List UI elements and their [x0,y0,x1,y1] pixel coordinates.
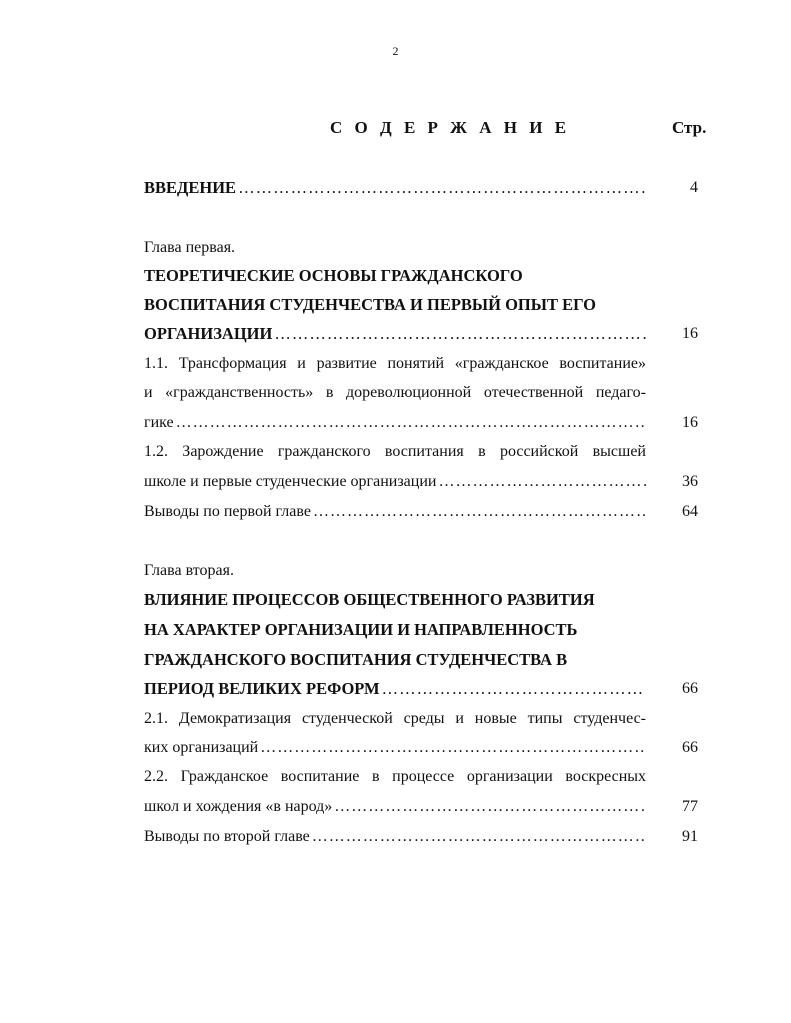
chapter-title-line: ПЕРИОД ВЕЛИКИХ РЕФОРМ [144,679,380,698]
section-line: ких организаций [144,739,259,756]
toc-entry-page: 66 [682,680,698,697]
toc-entry-chapter1[interactable] [144,322,646,346]
section-line: и «гражданственность» в дореволюционной отечественной педаго- [144,384,646,401]
toc-entry-page: 16 [682,325,698,342]
dot-leader [174,411,646,435]
dot-leader [436,470,646,494]
section-line: школе и первые студенческие организации [144,473,437,490]
section-line: 1.2. Зарождение гражданского воспитания в российской высшей [144,443,646,460]
chapter-heading: Глава вторая. [144,562,234,579]
section-line: гике [144,414,174,431]
chapter-title-line: ВЛИЯНИЕ ПРОЦЕССОВ ОБЩЕСТВЕННОГО РАЗВИТИЯ [144,590,595,609]
toc-entry-section-1-1[interactable] [144,411,646,435]
dot-leader [380,677,646,701]
toc-entry-page: 77 [682,798,698,815]
page-number: 2 [392,44,399,58]
dot-leader [311,500,646,524]
toc-entry-page: 64 [682,503,698,520]
toc-entry-conclusions-2[interactable] [144,825,646,849]
dot-leader [272,322,646,346]
dot-leader [236,176,646,200]
chapter-title-line: ТЕОРЕТИЧЕСКИЕ ОСНОВЫ ГРАЖДАНСКОГО [144,266,523,285]
dot-leader [310,825,646,849]
toc-title: С О Д Е Р Ж А Н И Е [330,118,571,137]
chapter-heading: Глава первая. [144,239,236,256]
toc-entry-label: ВВЕДЕНИЕ [144,178,237,197]
chapter-title-line: ОРГАНИЗАЦИИ [144,324,273,343]
chapter-title-line: ВОСПИТАНИЯ СТУДЕНЧЕСТВА И ПЕРВЫЙ ОПЫТ ЕГО [144,295,597,314]
toc-entry-page: 36 [682,473,698,490]
dot-leader [258,736,646,760]
toc-entry-chapter2[interactable] [144,677,646,701]
page-column-header: Стр. [672,118,707,137]
toc-entry-conclusions-1[interactable] [144,500,646,524]
toc-entry-intro[interactable] [144,176,646,200]
chapter-title-line: ГРАЖДАНСКОГО ВОСПИТАНИЯ СТУДЕНЧЕСТВА В [144,650,568,669]
section-line: 1.1. Трансформация и развитие понятий «гражданское воспитание» [144,355,646,372]
toc-entry-page: 4 [690,179,698,196]
toc-entry-label: Выводы по второй главе [144,828,310,845]
toc-entry-page: 66 [682,739,698,756]
toc-entry-page: 91 [682,828,698,845]
dot-leader [332,795,646,819]
toc-entry-section-2-2[interactable] [144,795,646,819]
toc-entry-page: 16 [682,414,698,431]
section-line: 2.1. Демократизация студенческой среды и новые типы студенчес- [144,710,646,727]
toc-entry-label: Выводы по первой главе [144,503,311,520]
section-line: школ и хождения «в народ» [144,798,333,815]
toc-entry-section-1-2[interactable] [144,470,646,494]
chapter-title-line: НА ХАРАКТЕР ОРГАНИЗАЦИИ И НАПРАВЛЕННОСТЬ [144,620,578,639]
toc-entry-section-2-1[interactable] [144,736,646,760]
section-line: 2.2. Гражданское воспитание в процессе организации воскресных [144,768,646,785]
